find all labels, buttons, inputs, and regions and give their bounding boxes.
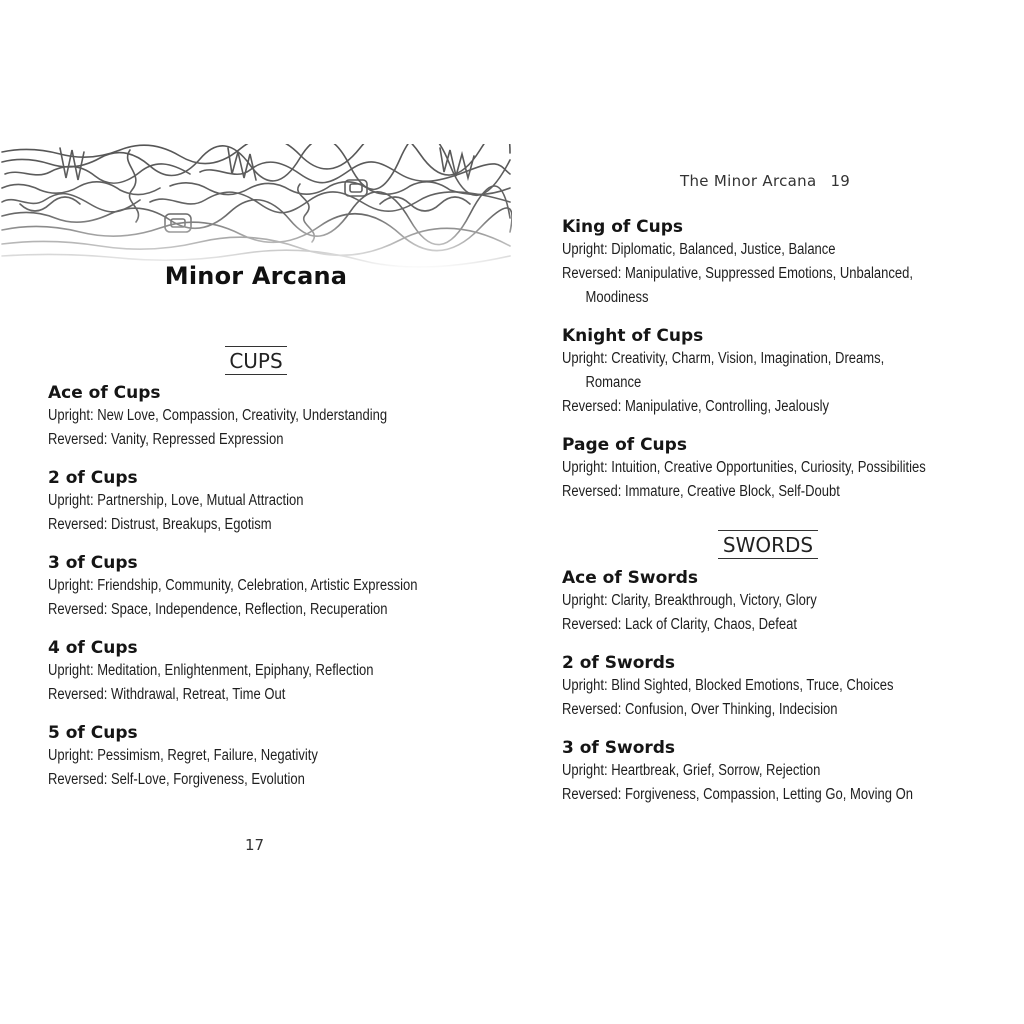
page-title: Minor Arcana xyxy=(164,262,348,290)
upright-meaning xyxy=(562,347,884,395)
card-name: 3 of Cups xyxy=(48,553,138,573)
reversed-meaning xyxy=(562,262,913,310)
running-head xyxy=(680,172,850,190)
entry-3-of-cups xyxy=(48,552,488,622)
reversed-meaning: Reversed: Lack of Clarity, Chaos, Defeat xyxy=(562,616,797,633)
entry-5-of-cups xyxy=(48,722,369,792)
card-name: 2 of Cups xyxy=(48,468,138,488)
reversed-meaning-text: Reversed: Manipulative, Suppressed Emotions, Unbalanced, xyxy=(562,265,914,282)
entry-ace-of-swords xyxy=(562,567,865,637)
card-name: 5 of Cups xyxy=(48,723,138,743)
upright-meaning: Upright: Intuition, Creative Opportunities, Curiosity, Possibilities xyxy=(562,459,926,476)
reversed-meaning: Reversed: Distrust, Breakups, Egotism xyxy=(48,516,272,533)
reversed-meaning: Reversed: Confusion, Over Thinking, Indecision xyxy=(562,701,838,718)
upright-meaning: Upright: Partnership, Love, Mutual Attraction xyxy=(48,492,304,509)
page-number: 19 xyxy=(830,172,851,190)
reversed-meaning: Reversed: Forgiveness, Compassion, Letting Go, Moving On xyxy=(562,786,913,803)
reversed-meaning: Reversed: Manipulative, Controlling, Jealously xyxy=(562,398,830,415)
card-name: 3 of Swords xyxy=(562,738,676,758)
upright-meaning: Upright: Blind Sighted, Blocked Emotions, Truce, Choices xyxy=(562,677,894,694)
entry-2-of-cups xyxy=(48,467,352,537)
page-number: 17 xyxy=(245,836,265,854)
upright-meaning: Upright: Pessimism, Regret, Failure, Negativity xyxy=(48,747,318,764)
upright-meaning: Upright: Meditation, Enlightenment, Epiphany, Reflection xyxy=(48,662,374,679)
entry-3-of-swords xyxy=(562,737,980,807)
reversed-meaning-continued: Moodiness xyxy=(585,289,649,306)
section-heading-swords: SWORDS xyxy=(718,530,818,559)
card-name: Knight of Cups xyxy=(562,326,704,346)
card-name: Ace of Swords xyxy=(562,568,698,588)
card-name: Ace of Cups xyxy=(48,383,161,403)
entry-page-of-cups xyxy=(562,434,995,504)
entry-knight-of-cups xyxy=(562,325,946,419)
upright-meaning-continued: Romance xyxy=(585,374,642,391)
upright-meaning: Upright: Friendship, Community, Celebration, Artistic Expression xyxy=(48,577,418,594)
reversed-meaning: Reversed: Space, Independence, Reflection, Recuperation xyxy=(48,601,388,618)
reversed-meaning: Reversed: Immature, Creative Block, Self-Doubt xyxy=(562,483,840,500)
card-name: King of Cups xyxy=(562,217,684,237)
entry-ace-of-cups xyxy=(48,382,452,452)
upright-meaning: Upright: Diplomatic, Balanced, Justice, Balance xyxy=(562,241,836,258)
reversed-meaning: Reversed: Vanity, Repressed Expression xyxy=(48,431,284,448)
section-heading-cups: CUPS xyxy=(225,346,287,375)
running-head-title: The Minor Arcana xyxy=(680,172,817,190)
entry-4-of-cups xyxy=(48,637,435,707)
card-name: 2 of Swords xyxy=(562,653,676,673)
entry-2-of-swords xyxy=(562,652,957,722)
upright-meaning: Upright: Heartbreak, Grief, Sorrow, Rejection xyxy=(562,762,821,779)
upright-meaning: Upright: Clarity, Breakthrough, Victory, Glory xyxy=(562,592,817,609)
upright-meaning: Upright: New Love, Compassion, Creativity, Understanding xyxy=(48,407,388,424)
right-page xyxy=(512,0,1024,1024)
upright-meaning-text: Upright: Creativity, Charm, Vision, Imagination, Dreams, xyxy=(562,350,885,367)
card-name: 4 of Cups xyxy=(48,638,138,658)
reversed-meaning: Reversed: Self-Love, Forgiveness, Evolution xyxy=(48,771,305,788)
decorative-maze-pattern xyxy=(0,144,512,269)
reversed-meaning: Reversed: Withdrawal, Retreat, Time Out xyxy=(48,686,286,703)
entry-king-of-cups xyxy=(562,216,980,310)
card-name: Page of Cups xyxy=(562,435,687,455)
